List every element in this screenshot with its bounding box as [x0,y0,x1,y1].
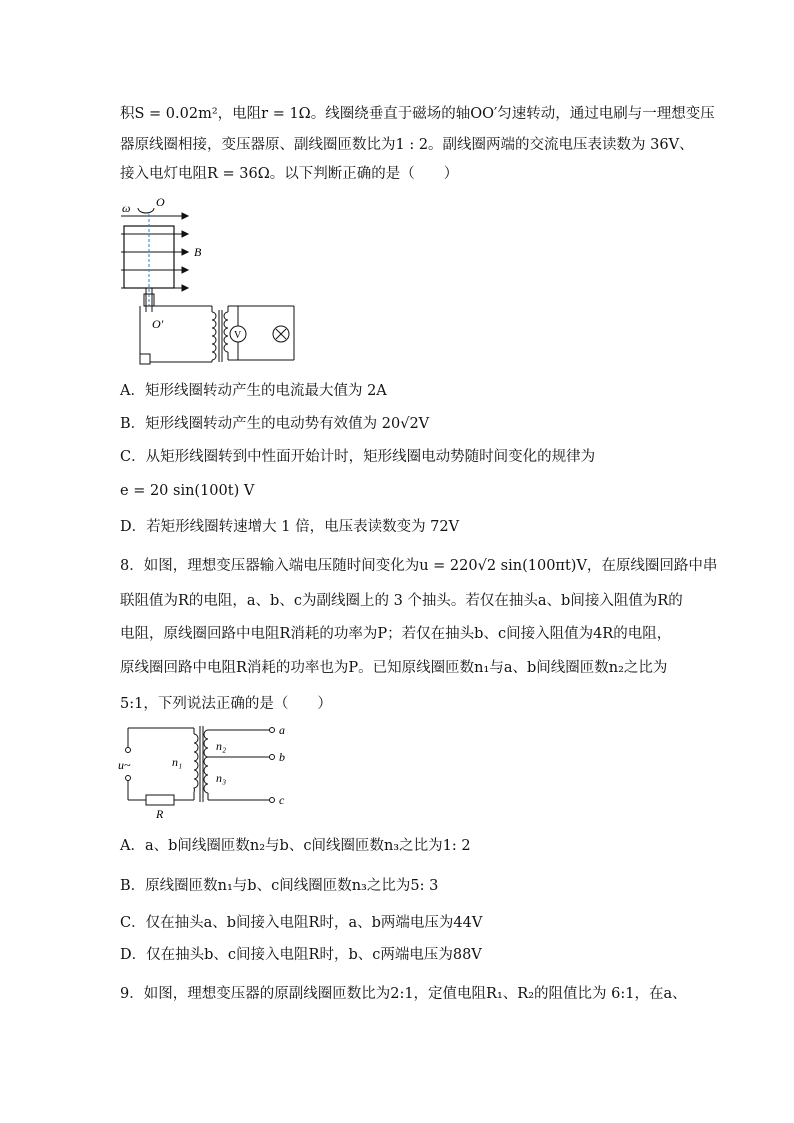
voltmeter-label: V [234,330,242,341]
input-terminal-bottom [126,776,131,781]
q7-stem-line-1: 积S = 0.02m²，电阻r = 1Ω。线圈绕垂直于磁场的轴OO′匀速转动，通过电刷与一理想变压 [120,106,715,122]
axis-o-label: O [156,195,165,209]
input-terminal-top [126,748,131,753]
q9-stem-line-1: 9．如图，理想变压器的原副线圈匝数比为2:1，定值电阻R₁、R₂的阻值比为 6:1，在a、 [120,986,687,1002]
terminal-c [270,798,275,803]
q7-stem-line-3: 接入电灯电阻R = 36Ω。以下判断正确的是（ ） [120,166,459,182]
q8-option-c: C．仅在抽头a、b间接入电阻R时，a、b两端电压为44V [120,915,483,931]
resistor-r [146,795,174,805]
magnetic-field-lines [121,213,188,291]
n3-label: n₃ [216,771,227,785]
terminal-a [270,728,275,733]
resistor-r-label: R [156,807,164,821]
terminal-a-label: a [279,723,285,737]
rotation-arrow-icon [138,208,154,213]
source-u-label: u~ [118,758,131,772]
primary-winding-n1 [194,734,198,792]
secondary-winding-n3 [204,757,208,793]
terminal-b-label: b [279,750,285,764]
n2-label: n₂ [216,739,227,753]
secondary-winding-n2 [204,730,208,757]
q7-option-d: D．若矩形线圈转速增大 1 倍，电压表读数变为 72V [120,519,460,535]
q7-option-c: C．从矩形线圈转到中性面开始计时，矩形线圈电动势随时间变化的规律为 [120,449,596,465]
q8-stem-line-1: 8．如图，理想变压器输入端电压随时间变化为u = 220√2 sin(100πt)V，在原线圈回路中串 [120,558,718,574]
q8-transformer-figure [116,720,296,824]
q8-stem-line-5: 5:1，下列说法正确的是（ ） [120,696,332,712]
terminal-b [270,755,275,760]
q8-stem-line-2: 联阻值为R的电阻，a、b、c为副线圈上的 3 个抽头。若仅在抽头a、b间接入阻值为R的 [120,593,683,609]
q8-option-d: D．仅在抽头b、c间接入电阻R时，b、c两端电压为88V [120,947,482,963]
slip-ring-bottom [140,354,150,364]
q7-option-b: B．矩形线圈转动产生的电动势有效值为 20√2V [120,416,430,432]
q7-stem-line-2: 器原线圈相接，变压器原、副线圈匝数比为1 : 2。副线圈两端的交流电压表读数为 36V、 [120,137,694,153]
omega-label: ω [122,201,131,215]
q8-option-b: B．原线圈匝数n₁与b、c间线圈匝数n₃之比为5: 3 [120,878,439,894]
primary-winding [212,312,216,360]
q7-option-a: A．矩形线圈转动产生的电流最大值为 2A [120,383,387,399]
q7-generator-transformer-figure [116,194,306,372]
q8-stem-line-3: 电阻，原线圈回路中电阻R消耗的功率为P；若仅在抽头b、c间接入阻值为4R的电阻， [120,626,672,642]
field-b-label: B [194,245,202,259]
n1-label: n₁ [172,755,183,769]
q8-stem-line-4: 原线圈回路中电阻R消耗的功率也为P。已知原线圈匝数n₁与a、b间线圈匝数n₂之比为 [120,660,668,676]
q7-option-c-formula: e = 20 sin(100t) V [120,483,255,499]
secondary-winding [224,312,228,352]
axis-o-prime-label: O′ [152,317,164,331]
q8-option-a: A．a、b间线圈匝数n₂与b、c间线圈匝数n₃之比为1: 2 [120,838,471,854]
terminal-c-label: c [279,793,285,807]
